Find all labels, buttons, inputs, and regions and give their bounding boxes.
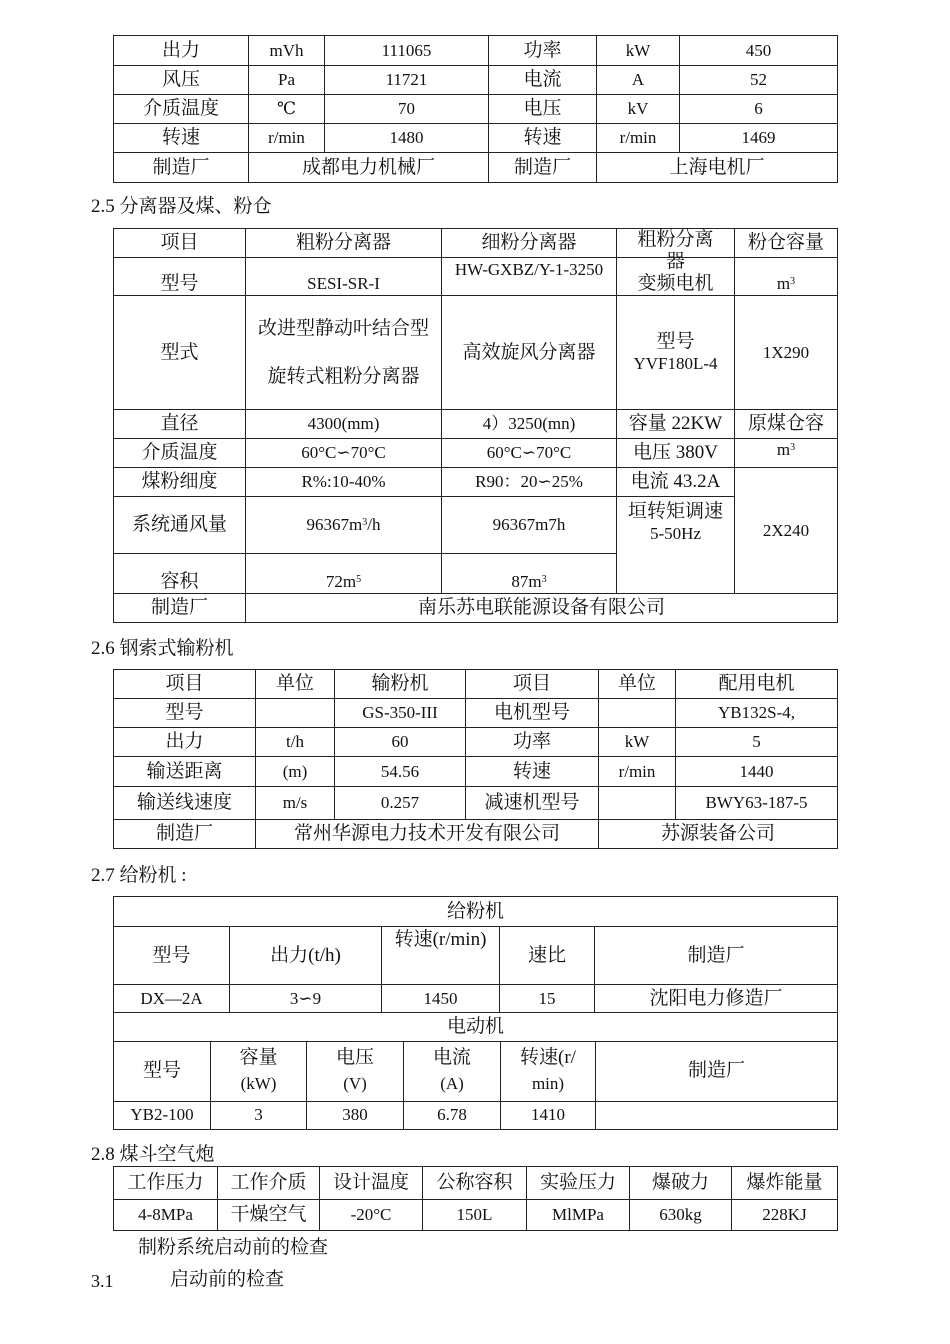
motor-voltage: 电压 380V (617, 439, 735, 468)
feeder-table (113, 896, 838, 1042)
table-row (114, 787, 838, 820)
separator-table (113, 228, 838, 623)
motor-param-label: 转速 (466, 757, 599, 787)
motor-header-speed (501, 1042, 596, 1101)
table-row (114, 124, 838, 153)
diameter-label: 直径 (114, 410, 246, 439)
bin-unit-text: m (776, 274, 791, 293)
table-row (114, 757, 838, 787)
cannon-value: -20°C (320, 1200, 423, 1231)
fan-value: 70 (325, 95, 489, 124)
cannon-header: 公称容积 (423, 1167, 527, 1200)
feeder-header-ratio: 速比 (500, 927, 595, 985)
motor-param-label: 电流 (489, 66, 597, 95)
motor-value: YB132S-4, (676, 699, 838, 728)
fan-mfr-label: 制造厂 (114, 153, 249, 183)
conveyor-unit: (m) (256, 757, 335, 787)
ventilation-label: 系统通风量 (114, 497, 246, 554)
table-row (114, 728, 838, 757)
conveyor-param-label: 型号 (114, 699, 256, 728)
feeder-header-mfr: 制造厂 (595, 927, 838, 985)
coarse-volume: $72m^5$ (246, 554, 442, 594)
table-row (114, 439, 838, 468)
table-row (114, 670, 838, 699)
fan-param-label: 转速 (114, 124, 249, 153)
motor-value: 1440 (676, 757, 838, 787)
motor-capacity: 容量 22KW (617, 410, 735, 439)
motor-param-label: 功率 (489, 36, 597, 66)
table-row (114, 594, 838, 623)
coarse-ventilation: $96367m^3/h$ (246, 497, 442, 554)
vfd-motor: 变频电机 (617, 258, 735, 296)
motor-unit (599, 787, 676, 820)
temp-label: 介质温度 (114, 439, 246, 468)
motor-speed-control (617, 497, 735, 594)
coarse-volume-text: 72m (325, 572, 357, 591)
conveyor-unit: t/h (256, 728, 335, 757)
motor-header-voltage-2: (V) (343, 1074, 367, 1094)
header-separator-motor-text: 粗粉分离 (637, 229, 714, 250)
coarse-type-line-1: 改进型静动叶结合型 (257, 317, 429, 339)
separator-mfr-label: 制造厂 (114, 594, 246, 623)
separator-mfr: 南乐苏电联能源设备有限公司 (246, 594, 838, 623)
header-fine-separator: 细粉分离器 (442, 229, 617, 258)
fan-unit: mVh (249, 36, 325, 66)
header-separator-motor-cut: 器 (665, 251, 685, 272)
bin-unit: $m^3$ (735, 258, 838, 296)
motor-header-speed-1: 转速(r/ (520, 1047, 576, 1069)
fine-ventilation: 96367m7h (442, 497, 617, 554)
section-heading-2-8: 2.8 煤斗空气炮 (91, 1144, 215, 1165)
fan-motor-table (113, 35, 838, 183)
motor-mfr-label: 制造厂 (489, 153, 597, 183)
conveyor-header: 配用电机 (676, 670, 838, 699)
motor-unit (599, 699, 676, 728)
cannon-value: 4-8MPa (114, 1200, 218, 1231)
motor-model: YVF180L-4 (633, 353, 718, 373)
feeder-header-speed: 转速(r/min) (382, 927, 500, 985)
table-row (114, 410, 838, 439)
motor-header-speed-2: min) (531, 1074, 565, 1094)
conveyor-value: GS-350-III (335, 699, 466, 728)
motor-unit: r/min (597, 124, 680, 153)
section-heading-2-6: 2.6 钢索式输粉机 (91, 638, 234, 659)
motor-capacity: 3 (211, 1101, 307, 1129)
motor-value: 450 (680, 36, 838, 66)
feeder-header-model: 型号 (114, 927, 230, 985)
cannon-header: 设计温度 (320, 1167, 423, 1200)
bin-capacity: 1X290 (735, 296, 838, 410)
conveyor-param-label: 输送线速度 (114, 787, 256, 820)
coarse-temp: 60°C∽70°C (246, 439, 442, 468)
motor-value: 1469 (680, 124, 838, 153)
motor-model-label: 型号 (656, 330, 695, 352)
table-row (114, 258, 838, 296)
motor-param-label: 电机型号 (466, 699, 599, 728)
table-row (114, 1101, 838, 1129)
conveyor-header: 输粉机 (335, 670, 466, 699)
motor-unit: kW (599, 728, 676, 757)
fineness-label: 煤粉细度 (114, 468, 246, 497)
conveyor-param-label: 输送距离 (114, 757, 256, 787)
feeder-speed: 1450 (382, 985, 500, 1013)
fan-value: 11721 (325, 66, 489, 95)
motor-param-label: 减速机型号 (466, 787, 599, 820)
chapter-heading: 制粉系统启动前的检查 (138, 1237, 329, 1258)
table-row (114, 95, 838, 124)
conveyor-value: 54.56 (335, 757, 466, 787)
feeder-header-output: 出力(t/h) (230, 927, 382, 985)
motor-param-label: 电压 (489, 95, 597, 124)
cannon-value: 630kg (630, 1200, 732, 1231)
conveyor-header: 项目 (114, 670, 256, 699)
conveyor-header: 项目 (466, 670, 599, 699)
feeder-mfr: 沈阳电力修造厂 (595, 985, 838, 1013)
motor-title: 电动机 (114, 1013, 838, 1042)
conveyor-table (113, 669, 838, 849)
fan-mfr: 成都电力机械厂 (249, 153, 489, 183)
fan-value: 111065 (325, 36, 489, 66)
motor-value: BWY63-187-5 (676, 787, 838, 820)
motor-current: 6.78 (404, 1101, 501, 1129)
table-row (114, 699, 838, 728)
motor-mfr: 上海电机厂 (597, 153, 838, 183)
motor-header-capacity-1: 容量 (239, 1047, 278, 1069)
conveyor-unit: m/s (256, 787, 335, 820)
motor-unit: A (597, 66, 680, 95)
table-row (114, 229, 838, 258)
motor-header-mfr: 制造厂 (596, 1042, 838, 1101)
table-row (114, 985, 838, 1013)
fan-value: 1480 (325, 124, 489, 153)
motor-mfr: 苏源装备公司 (599, 820, 838, 849)
fan-param-label: 介质温度 (114, 95, 249, 124)
cannon-value: 228KJ (732, 1200, 838, 1231)
fine-volume-text: 87m (511, 572, 542, 591)
fine-type: 高效旋风分离器 (442, 296, 617, 410)
motor-value: 52 (680, 66, 838, 95)
raw-bin-unit-text: m (776, 440, 791, 459)
feeder-output: 3∽9 (230, 985, 382, 1013)
motor-value: 6 (680, 95, 838, 124)
section-heading-3-1: 启动前的检查 (170, 1269, 285, 1290)
coarse-fineness: R%:10-40% (246, 468, 442, 497)
raw-bin-label: 原煤仓容 (735, 410, 838, 439)
motor-header-voltage-1: 电压 (335, 1047, 374, 1069)
table-row (114, 468, 838, 497)
motor-header-current (404, 1042, 501, 1101)
motor-mfr (596, 1101, 838, 1129)
table-row (114, 897, 838, 927)
cannon-header: 爆破力 (630, 1167, 732, 1200)
fine-diameter: 4）3250(mn) (442, 410, 617, 439)
conveyor-value: 60 (335, 728, 466, 757)
motor-frequency: 5-50Hz (650, 524, 701, 543)
fine-model (442, 258, 617, 296)
motor-speed: 1410 (501, 1101, 596, 1129)
cannon-header: 实验压力 (527, 1167, 630, 1200)
cannon-header: 工作介质 (218, 1167, 320, 1200)
section-heading-2-5: 2.5 分离器及煤、粉仓 (91, 196, 272, 217)
feeder-model: DX—2A (114, 985, 230, 1013)
table-row (114, 1042, 838, 1101)
table-row (114, 927, 838, 985)
fine-fineness: R90：20∽25% (442, 468, 617, 497)
conveyor-unit (256, 699, 335, 728)
table-row (114, 36, 838, 66)
type-label: 型式 (114, 296, 246, 410)
conveyor-mfr-label: 制造厂 (114, 820, 256, 849)
header-coarse-separator: 粗粉分离器 (246, 229, 442, 258)
motor-model: YB2-100 (114, 1101, 211, 1129)
section-number-3-1: 3.1 (91, 1271, 114, 1291)
coarse-diameter: 4300(mm) (246, 410, 442, 439)
cannon-value: 干燥空气 (218, 1200, 320, 1231)
motor-header-model: 型号 (114, 1042, 211, 1101)
raw-bin-capacity: 2X240 (735, 468, 838, 594)
fan-param-label: 风压 (114, 66, 249, 95)
motor-torque: 垣转矩调速 (627, 501, 723, 522)
coarse-ventilation-a: 96367m (306, 515, 363, 534)
motor-voltage: 380 (307, 1101, 404, 1129)
table-row (114, 1013, 838, 1042)
motor-header-capacity (211, 1042, 307, 1101)
motor-param-label: 功率 (466, 728, 599, 757)
table-row (114, 296, 838, 410)
volume-label: 容积 (114, 554, 246, 594)
section-heading-2-7: 2.7 给粉机 : (91, 865, 187, 886)
motor-param-label: 转速 (489, 124, 597, 153)
table-row (114, 153, 838, 183)
fine-volume: $87m^3$ (442, 554, 617, 594)
motor-header-current-2: (A) (440, 1074, 464, 1094)
table-row (114, 1167, 838, 1200)
coarse-type (246, 296, 442, 410)
fan-unit: r/min (249, 124, 325, 153)
cannon-value: MlMPa (527, 1200, 630, 1231)
motor-unit: kW (597, 36, 680, 66)
motor-unit: r/min (599, 757, 676, 787)
fan-unit: ℃ (249, 95, 325, 124)
conveyor-header: 单位 (599, 670, 676, 699)
feeder-title: 给粉机 (114, 897, 838, 927)
motor-value: 5 (676, 728, 838, 757)
motor-header-capacity-2: (kW) (240, 1074, 277, 1094)
motor-model-cell (617, 296, 735, 410)
header-bin-capacity: 粉仓容量 (735, 229, 838, 258)
header-item: 项目 (114, 229, 246, 258)
motor-header-current-1: 电流 (432, 1047, 471, 1069)
coarse-ventilation-b: /h (367, 515, 381, 534)
motor-unit: kV (597, 95, 680, 124)
cannon-header: 工作压力 (114, 1167, 218, 1200)
feeder-ratio: 15 (500, 985, 595, 1013)
table-row (114, 1200, 838, 1231)
header-separator-motor (617, 229, 735, 272)
table-row (114, 820, 838, 849)
cannon-header: 爆炸能量 (732, 1167, 838, 1200)
conveyor-value: 0.257 (335, 787, 466, 820)
air-cannon-table (113, 1166, 838, 1231)
feeder-motor-table (113, 1042, 838, 1130)
fine-temp: 60°C∽70°C (442, 439, 617, 468)
conveyor-param-label: 出力 (114, 728, 256, 757)
fan-unit: Pa (249, 66, 325, 95)
conveyor-header: 单位 (256, 670, 335, 699)
raw-bin-unit: $m^3$ (735, 439, 838, 468)
cannon-value: 150L (423, 1200, 527, 1231)
motor-current: 电流 43.2A (617, 468, 735, 497)
model-label: 型号 (114, 258, 246, 296)
coarse-type-line-2: 旋转式粗粉分离器 (267, 365, 420, 387)
motor-header-voltage (307, 1042, 404, 1101)
table-row (114, 66, 838, 95)
table-row (114, 497, 838, 554)
fan-param-label: 出力 (114, 36, 249, 66)
coarse-model: SESI-SR-I (246, 258, 442, 296)
conveyor-mfr: 常州华源电力技术开发有限公司 (256, 820, 599, 849)
fine-model-text: HW-GXBZ/Y-1-3250 (454, 260, 604, 279)
